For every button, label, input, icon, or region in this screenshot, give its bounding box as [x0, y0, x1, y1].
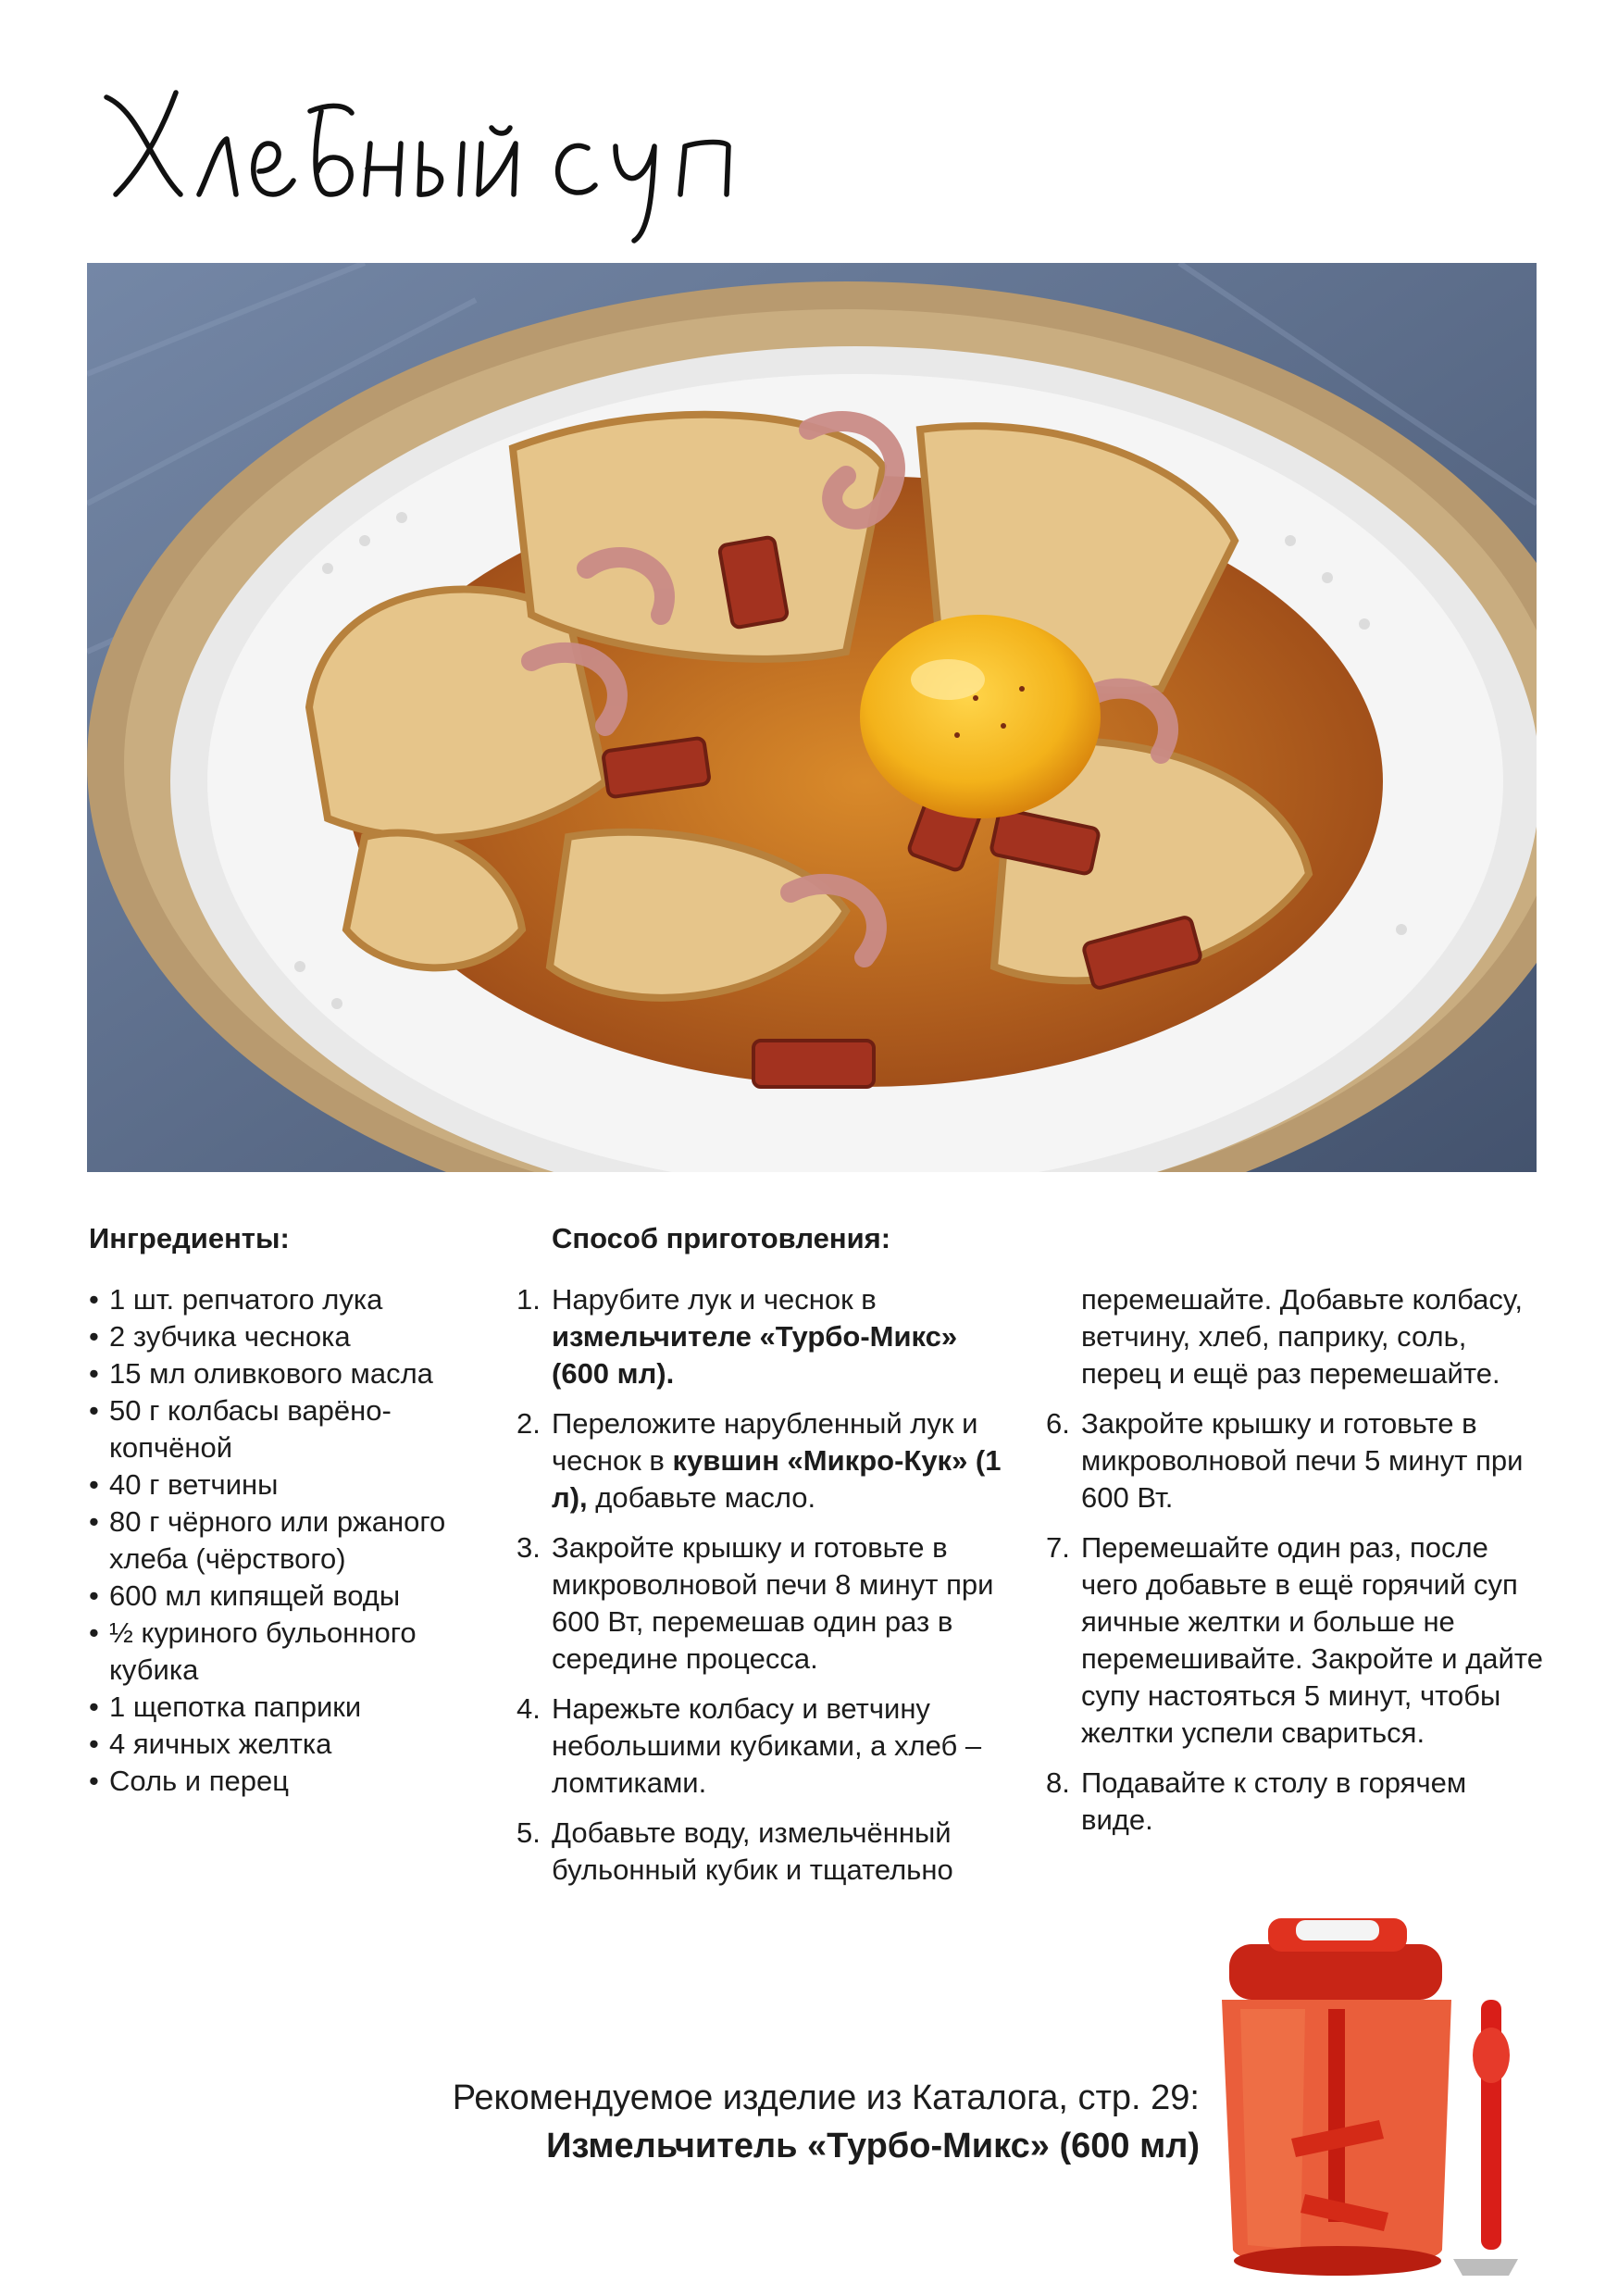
- ingredient-item: • ½ куриного бульонного кубика: [89, 1615, 496, 1689]
- method-step: [1046, 1765, 1546, 1839]
- product-recommendation: [185, 2074, 1200, 2170]
- method-step: [517, 1815, 1016, 1889]
- step-text: Перемешайте один раз, после чего добавьте в ещё горячий суп яичные желтки и больше не перемешивайте. Закройте и дайте супу настояться 5 минут, чтобы желтки успели свариться.: [1081, 1531, 1543, 1749]
- recommendation-product-name: Измельчитель «Турбо-Микс» (600 мл): [546, 2127, 1200, 2165]
- ingredient-item: • 600 мл кипящей воды: [89, 1578, 496, 1615]
- page-title: [88, 56, 921, 259]
- step-continued-text: перемешайте. Добавьте колбасу, ветчину, хлеб, паприку, соль, перец и ещё раз перемешайте.: [1081, 1283, 1523, 1390]
- ingredient-item: • 1 шт. репчатого лука: [89, 1281, 496, 1318]
- recommendation-catalog-ref: Рекомендуемое изделие из Каталога, стр. 29:: [452, 2078, 1200, 2117]
- method-step: [517, 1281, 1016, 1392]
- method-step: [517, 1529, 1016, 1678]
- ingredients-heading: Ингредиенты:: [89, 1222, 290, 1254]
- step-text: Закройте крышку и готовьте в микроволновой печи 8 минут при 600 Вт, перемешав один раз в середине процесса.: [552, 1531, 994, 1675]
- step-text: Подавайте к столу в горячем виде.: [1081, 1766, 1467, 1836]
- step-product-name: кувшин «Микро-Кук» (1 л),: [552, 1444, 1002, 1514]
- step-number: 3.: [517, 1531, 541, 1564]
- turbo-mix-chopper-image: [1203, 1907, 1555, 2287]
- step-number: 2.: [517, 1407, 541, 1440]
- step-text: Нарежьте колбасу и ветчину небольшими кубиками, а хлеб – ломтиками.: [552, 1692, 982, 1799]
- ingredient-item: • 2 зубчика чеснока: [89, 1318, 496, 1355]
- method-step: [1046, 1529, 1546, 1752]
- step-text: Добавьте воду, измельчённый бульонный кубик и тщательно: [552, 1816, 953, 1886]
- method-heading: Способ приготовления:: [552, 1222, 891, 1254]
- method-step: [517, 1691, 1016, 1802]
- step-number: 5.: [517, 1816, 541, 1849]
- bread-soup-image: [87, 263, 1537, 1172]
- step-product-name: измельчителе «Турбо-Микс» (600 мл).: [552, 1320, 958, 1390]
- method-step: [1046, 1405, 1546, 1516]
- ingredient-item: • 40 г ветчины: [89, 1466, 496, 1504]
- method-step: [517, 1405, 1016, 1516]
- method-steps-right: [1046, 1281, 1546, 1852]
- ingredient-item: • 80 г чёрного или ржаного хлеба (чёрствого): [89, 1504, 496, 1578]
- method-steps-list-right: [1046, 1405, 1546, 1839]
- ingredient-item: • 4 яичных желтка: [89, 1726, 496, 1763]
- handwritten-title-graphic: [88, 56, 921, 259]
- chopper-product-graphic: [1203, 1907, 1555, 2287]
- step-text: Нарубите лук и чеснок в: [552, 1283, 877, 1316]
- step-text: Закройте крышку и готовьте в микроволновой печи 5 минут при 600 Вт.: [1081, 1407, 1524, 1514]
- step-text-tail: добавьте масло.: [587, 1481, 816, 1514]
- step-number: 7.: [1046, 1531, 1070, 1564]
- ingredient-item: • 1 щепотка паприки: [89, 1689, 496, 1726]
- dish-photo: [87, 263, 1537, 1172]
- ingredient-item: • 15 мл оливкового масла: [89, 1355, 496, 1392]
- ingredient-item: • 50 г колбасы варёно-копчёной: [89, 1392, 496, 1466]
- step-text: Переложите нарубленный лук и чеснок в: [552, 1407, 978, 1477]
- method-steps-left: [517, 1281, 1016, 1902]
- step-number: 6.: [1046, 1407, 1070, 1440]
- step-number: 8.: [1046, 1766, 1070, 1799]
- ingredient-item: • Соль и перец: [89, 1763, 496, 1800]
- step-number: 1.: [517, 1283, 541, 1316]
- ingredients-list: [89, 1281, 496, 1800]
- step-number: 4.: [517, 1692, 541, 1725]
